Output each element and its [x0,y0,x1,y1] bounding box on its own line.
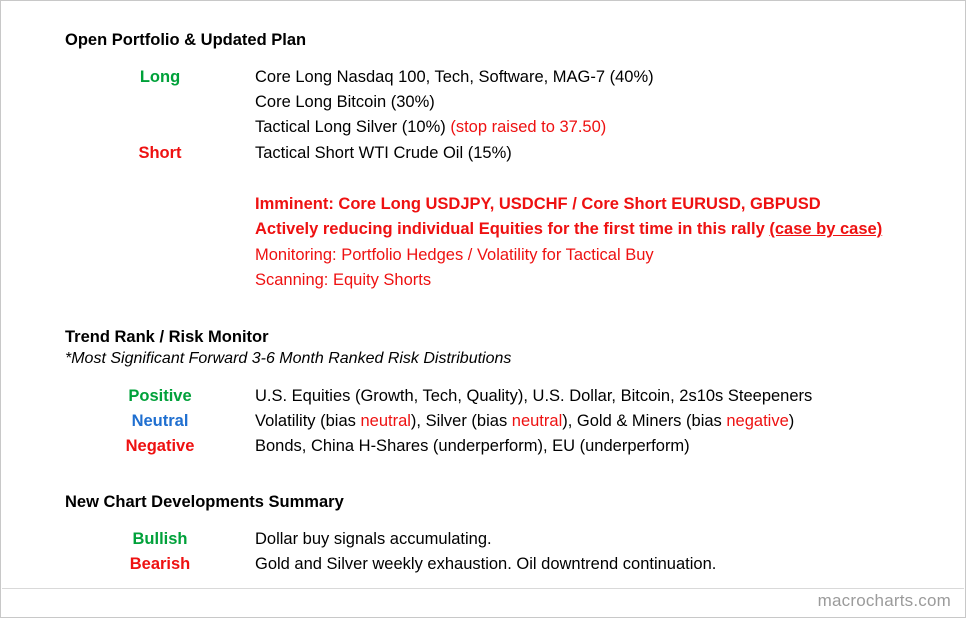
row-value: U.S. Equities (Growth, Tech, Quality), U.S. Dollar, Bitcoin, 2s10s Steepeners [255,386,813,405]
note-text: Imminent: Core Long USDJPY, USDCHF / Core Short EURUSD, GBPUSD [255,194,821,213]
row-label: Bearish [129,555,191,574]
section-title-trend-rank: Trend Rank / Risk Monitor [65,327,269,346]
seg-text-red: negative [726,411,789,430]
footer-divider [2,588,964,589]
row-value-main: Tactical Long Silver (10%) [255,118,451,137]
note-text-underline: (case by case) [769,220,883,239]
seg-text: ) [788,411,795,430]
section-title-new-chart-developments: New Chart Developments Summary [65,492,344,511]
row-value-note: (stop raised to 37.50) [450,118,607,137]
row-value [255,115,606,140]
seg-text: ), Gold & Miners (bias [562,411,727,430]
portfolio-row-silver [65,115,955,140]
seg-text-red: neutral [511,411,563,430]
note-text: Scanning: Equity Shorts [255,271,432,290]
section-trend-rank [65,326,955,459]
seg-text-red: neutral [360,411,411,430]
portfolio-row-short [65,141,955,166]
portfolio-row-long [65,65,955,90]
note-scanning [65,268,955,294]
row-label: Long [139,68,181,87]
note-imminent [65,192,955,218]
portfolio-row-bitcoin [65,90,955,115]
note-monitoring [65,243,955,269]
row-label: Positive [128,386,192,405]
risk-row-negative [65,434,955,459]
chart-row-bullish [65,527,955,552]
row-value: Dollar buy signals accumulating. [255,530,492,549]
section-subtitle-trend-rank: *Most Significant Forward 3-6 Month Ranked Risk Distributions [65,350,512,368]
risk-row-positive [65,384,955,409]
section-open-portfolio [65,29,955,294]
note-text-pre: Actively reducing individual Equities for the first time in this rally [255,220,770,239]
risk-row-neutral [65,409,955,434]
document-content [65,29,955,577]
seg-text: ), Silver (bias [410,411,512,430]
section-new-chart-developments [65,491,955,577]
row-value: Core Long Bitcoin (30%) [255,93,435,112]
row-value [255,409,794,434]
note-reducing-equities [65,217,955,243]
row-value: Core Long Nasdaq 100, Tech, Software, MAG-7 (40%) [255,68,654,87]
note-text [255,217,882,243]
seg-text: Volatility (bias [255,411,361,430]
watermark: macrocharts.com [817,591,951,610]
row-value: Bonds, China H-Shares (underperform), EU (underperform) [255,436,690,455]
note-text: Monitoring: Portfolio Hedges / Volatility for Tactical Buy [255,245,654,264]
row-label: Neutral [131,411,189,430]
chart-row-bearish [65,552,955,577]
row-value: Tactical Short WTI Crude Oil (15%) [255,143,512,162]
row-label: Negative [125,436,195,455]
row-label: Bullish [132,530,188,549]
section-title-open-portfolio: Open Portfolio & Updated Plan [65,31,307,49]
row-value: Gold and Silver weekly exhaustion. Oil downtrend continuation. [255,555,717,574]
row-label: Short [138,143,182,162]
